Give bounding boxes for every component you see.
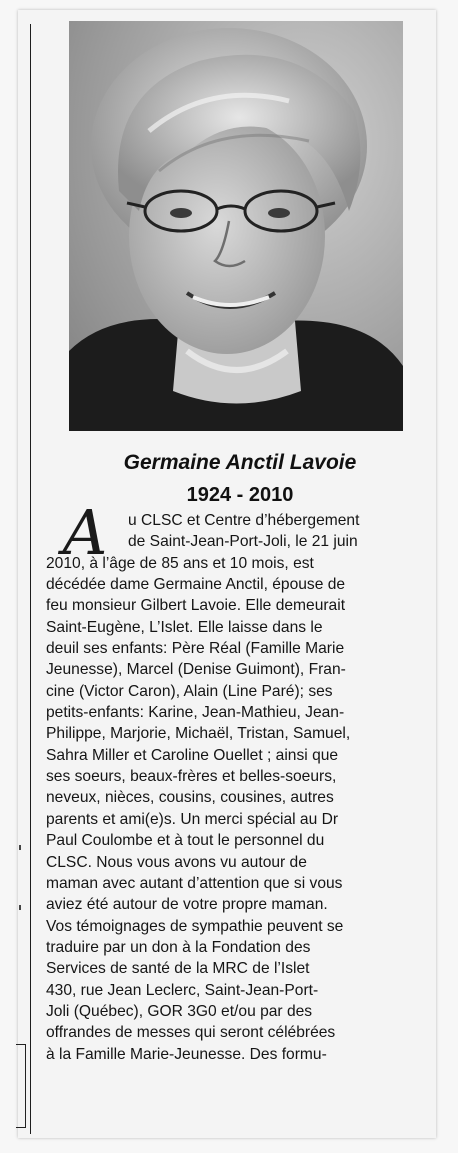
ink-speck	[19, 845, 21, 850]
text-line: Sahra Miller et Caroline Ouellet ; ainsi que	[46, 746, 339, 764]
drop-cap-letter: A	[62, 496, 108, 569]
text-line: Philippe, Marjorie, Michaël, Tristan, Samuel,	[46, 725, 351, 743]
text-line: cine (Victor Caron), Alain (Line Paré); ses	[46, 682, 333, 700]
text-line: neveux, nièces, cousins, cousines, autres	[46, 789, 334, 807]
clipping-edge-line	[30, 24, 31, 1134]
text-line: décédée dame Germaine Anctil, épouse de	[46, 576, 346, 594]
text-line: u CLSC et Centre d’hébergement	[128, 512, 360, 529]
text-line: à la Famille Marie-Jeunesse. Des formu-	[46, 1045, 327, 1063]
text-line: traduire par un don à la Fondation des	[46, 938, 311, 956]
text-line: maman avec autant d’attention que si vous	[46, 874, 343, 892]
text-line: CLSC. Nous vous avons vu autour de	[46, 853, 307, 871]
text-line: aviez été autour de votre propre maman.	[46, 896, 328, 914]
text-line: petits-enfants: Karine, Jean-Mathieu, Jean-	[46, 704, 345, 722]
deceased-name: Germaine Anctil Lavoie	[123, 451, 357, 474]
text-line: ses soeurs, beaux-frères et belles-soeurs,	[46, 768, 337, 786]
text-line: feu monsieur Gilbert Lavoie. Elle demeurait	[46, 597, 346, 615]
text-line: offrandes de messes qui seront célébrées	[46, 1024, 336, 1042]
text-line: 2010, à l’âge de 85 ans et 10 mois, est	[46, 554, 314, 572]
ink-speck	[19, 905, 21, 910]
portrait-illustration	[69, 21, 403, 431]
text-line: Services de santé de la MRC de l’Islet	[46, 960, 310, 978]
text-line: Joli (Québec), GOR 3G0 et/ou par des	[46, 1002, 313, 1020]
text-line: Jeunesse), Marcel (Denise Guimont), Fran-	[46, 661, 346, 679]
margin-bracket	[16, 1044, 26, 1128]
text-line: Saint-Eugène, L’Islet. Elle laisse dans le	[46, 618, 323, 636]
text-line: deuil ses enfants: Père Réal (Famille Marie	[46, 640, 345, 658]
text-line: 430, rue Jean Leclerc, Saint-Jean-Port-	[46, 981, 319, 999]
text-line: parents et ami(e)s. Un merci spécial au Dr	[46, 810, 339, 828]
text-line: Vos témoignages de sympathie peuvent se	[46, 917, 344, 935]
life-dates: 1924 - 2010	[186, 484, 294, 506]
portrait-photo	[69, 21, 403, 431]
text-line: de Saint-Jean-Port-Joli, le 21 juin	[128, 533, 358, 551]
text-line: Paul Coulombe et à tout le personnel du	[46, 832, 325, 850]
obituary-text	[46, 510, 432, 1065]
